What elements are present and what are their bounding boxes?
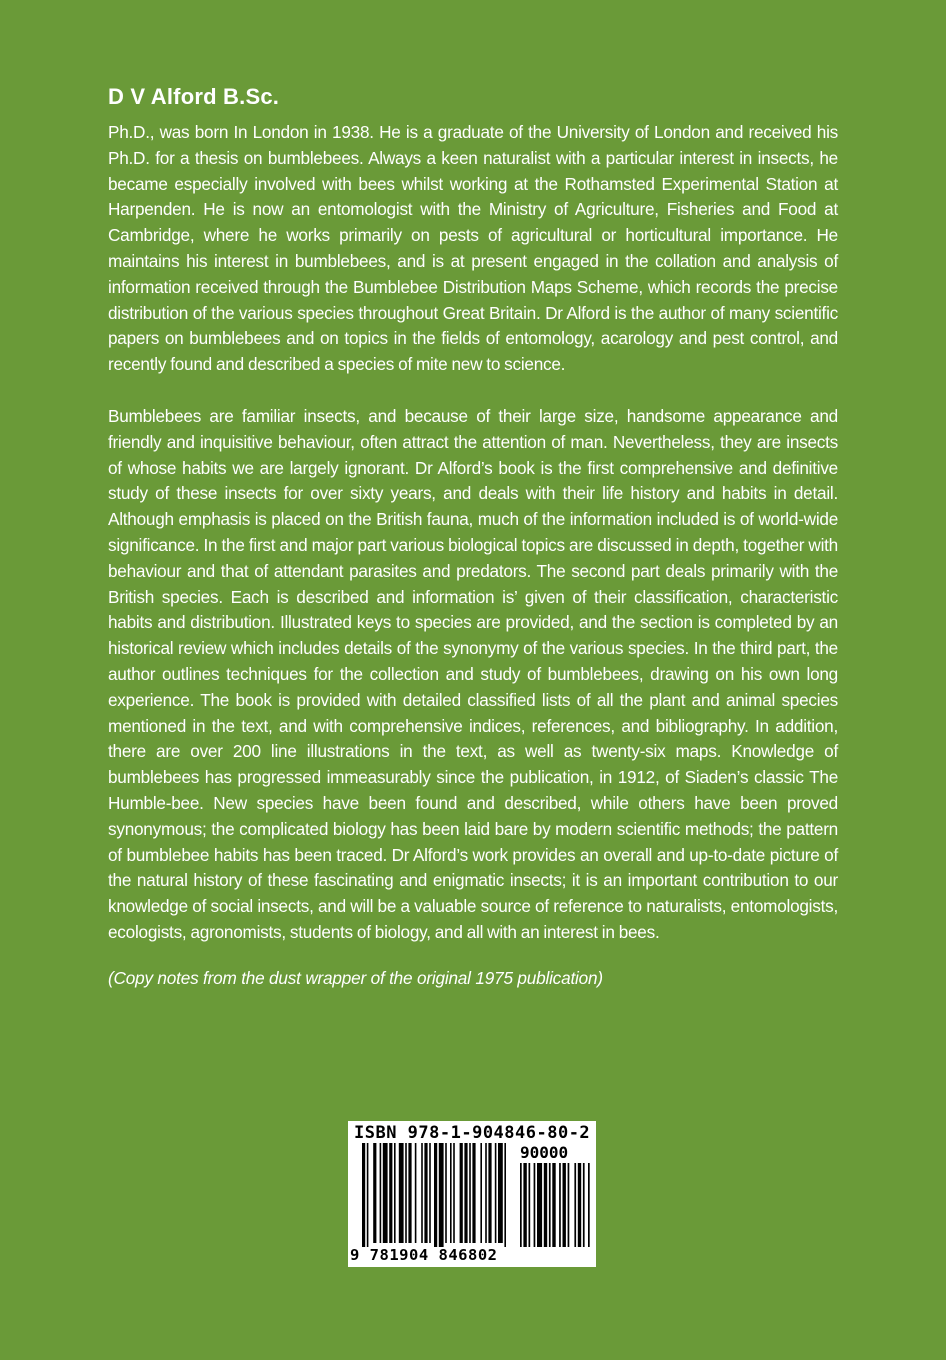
isbn-barcode — [348, 1121, 596, 1267]
author-heading: D V Alford B.Sc. — [108, 84, 280, 109]
ean-number: 9 781904 846802 — [350, 1246, 498, 1264]
author-bio: Ph.D., was born In London in 1938. He is a graduate of the University of London and received his Ph.D. for a thesis on bumblebees. Always a keen naturalist with a particular interest in insects, he became especially involved with bees whilst working at the Rothamsted Experimental Station at Harpenden. He is now an entomologist with the Ministry of Agriculture, Fisheries and Food at Cambridge, where he works primarily on pests of agricultural or horticultural importance. He maintains his interest in bumblebees, and is at present engaged in the collation and analysis of information received through the Bumblebee Distribution Maps Scheme, which records the precise distribution of the various species throughout Great Britain. Dr Alford is the author of many scientific papers on bumblebees and on topics in the fields of entomology, acarology and pest control, and recently found and described a species of mite new to science. — [108, 122, 838, 375]
back-cover-text — [108, 84, 838, 989]
isbn-label: ISBN 978-1-904846-80-2 — [354, 1123, 591, 1143]
price-addon: 90000 — [520, 1143, 569, 1162]
source-note: (Copy notes from the dust wrapper of the original 1975 publication) — [108, 967, 603, 988]
book-blurb: Bumblebees are familiar insects, and because of their large size, handsome appearance and friendly and inquisitive behaviour, often attract the attention of man. Nevertheless, they are insects of whose habits we are largely ignorant. Dr Alford’s book is the first comprehensive and definitive study of these insects for over sixty years, and deals with their life history and habits in detail. Although emphasis is placed on the British fauna, much of the information included is of world-wide significance. In the first and major part various biological topics are discussed in depth, together with behaviour and that of attendant parasites and predators. The second part deals primarily with the British species. Each is described and information is’ given of their classification, characteristic habits and distribution. Illustrated keys to species are provided, and the section is completed by an historical review which includes details of the synonymy of the various species. In the third part, the author outlines techniques for the collection and study of bumblebees, drawing on his own long experience. The book is provided with detailed classified lists of all the plant and animal species mentioned in the text, and with comprehensive indices, references, and bibliography. In addition, there are over 200 line illustrations in the text, as well as twenty-six maps. Knowledge of bumblebees has progressed immeasurably since the publication, in 1912, of Siaden’s classic The Humble-bee. New species have been found and described, while others have been proved synonymous; the complicated biology has been laid bare by modern scientific methods; the pattern of bumblebee habits has been traced. Dr Alford’s work provides an overall and up-to-date picture of the natural history of these fascinating and enigmatic insects; it is an important contribution to our knowledge of social insects, and will be a valuable source of reference to naturalists, entomologists, ecologists, agronomists, students of biology, and all with an interest in bees. — [108, 405, 838, 942]
